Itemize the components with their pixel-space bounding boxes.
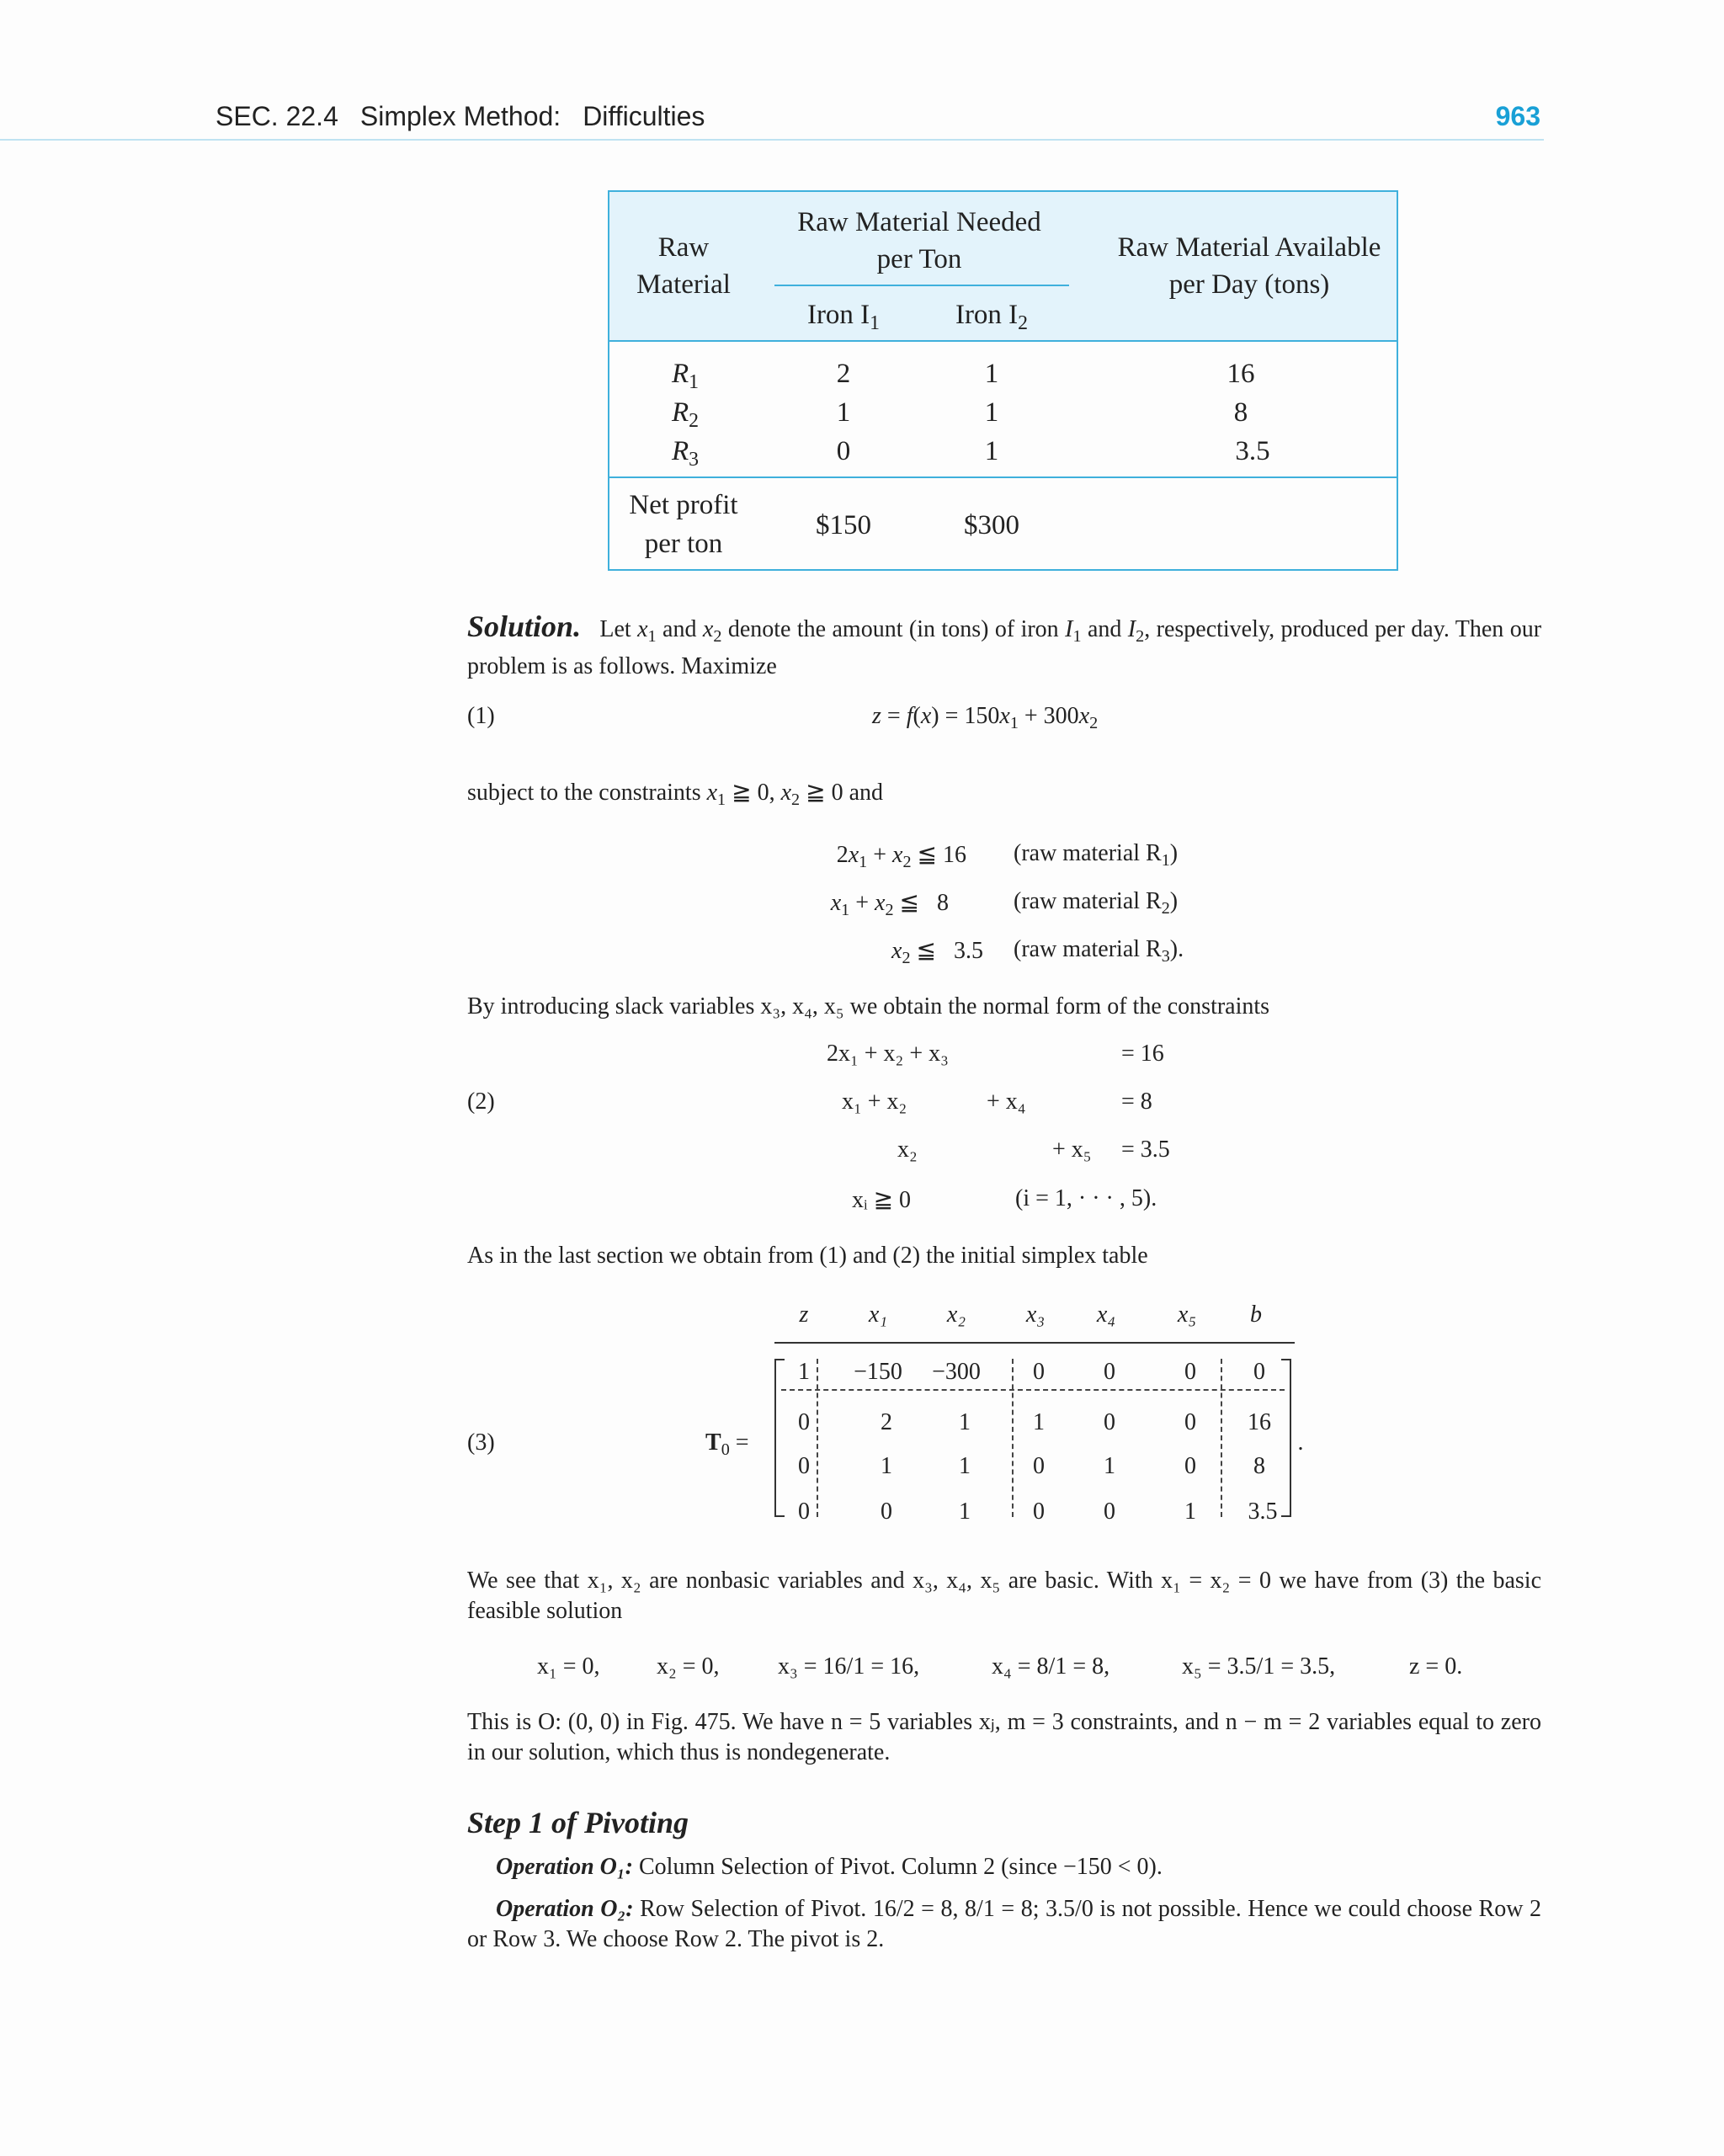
- header-iron-1: Iron $I_1$: [806, 300, 881, 335]
- inequality-3-note: (raw material $R_3$).: [1014, 936, 1184, 966]
- table-intro: As in the last section we obtain from (1) and (2) the initial simplex table: [467, 1243, 1148, 1269]
- col-header-x3: x₃: [1025, 1302, 1046, 1328]
- tableau-cell: 0: [1184, 1409, 1196, 1435]
- header-needed-line2: per Ton: [876, 244, 962, 274]
- inequality-1: $2x_1 + x_2$ ≦ 16: [836, 842, 966, 872]
- cell-r1-avail: 16: [1226, 359, 1255, 389]
- tableau-cell: 0: [1033, 1499, 1045, 1525]
- row-label-r1: $R_1$: [671, 359, 700, 394]
- operation-2-label: Operation O₂:: [496, 1896, 634, 1922]
- section-number: SEC. 22.4: [216, 101, 338, 131]
- normal-form-row-2: x₁ + x₂: [842, 1089, 907, 1115]
- objective-function: $z = f(x) = 150x_1 + 300x_2$: [872, 703, 1099, 733]
- separator: [1221, 1359, 1222, 1517]
- tableau-cell: 0: [1184, 1359, 1196, 1385]
- header-available-line2: per Day (tons): [1168, 269, 1330, 300]
- nonnegativity: xᵢ ≧ 0: [852, 1187, 912, 1213]
- step-heading: Step 1 of Pivoting: [467, 1806, 689, 1839]
- bfs-x1: x₁ = 0,: [537, 1653, 600, 1680]
- bfs-x4: x₄ = 8/1 = 8,: [992, 1653, 1110, 1680]
- cell-r2-i1: 1: [836, 397, 851, 428]
- tableau-cell: 8: [1253, 1453, 1265, 1479]
- equation-number: (3): [467, 1429, 495, 1456]
- tableau-cell: 0: [1104, 1499, 1115, 1525]
- section-title: Simplex Method:: [359, 101, 561, 131]
- cell-r1-i2: 1: [984, 359, 999, 389]
- normal-form-row-3: x₂: [897, 1137, 918, 1163]
- tableau-cell: 0: [1104, 1409, 1115, 1435]
- nonnegativity-range: (i = 1, · · · , 5).: [1015, 1185, 1157, 1211]
- cell-r2-i2: 1: [984, 397, 999, 428]
- tableau-cell: 0: [1104, 1359, 1115, 1385]
- normal-form-row-1-rhs: = 16: [1121, 1041, 1164, 1067]
- tableau-cell: 1: [959, 1453, 971, 1479]
- header-raw: Raw: [657, 232, 710, 263]
- section-subtitle: Difficulties: [583, 101, 705, 131]
- profit-iron-1: $150: [816, 510, 871, 540]
- tableau-cell: 1: [959, 1409, 971, 1435]
- inequality-3: $x_2$ ≦ 3.5: [891, 938, 983, 968]
- col-header-x1: x₁: [868, 1302, 888, 1328]
- tableau-cell: 1: [881, 1453, 892, 1479]
- solution-label: Solution.: [467, 610, 582, 643]
- header-iron-2: Iron $I_2$: [955, 300, 1029, 335]
- header-material: Material: [636, 269, 731, 300]
- operation-1: Operation O₁: Column Selection of Pivot. Column 2 (since −150 < 0).: [496, 1854, 1163, 1880]
- constraints-intro: subject to the constraints $x_1$ ≧ 0, $x_2$ ≧ 0 and: [467, 780, 884, 810]
- col-header-x4: x₄: [1096, 1302, 1116, 1328]
- equation-number: (1): [467, 703, 495, 729]
- col-header-x2: x₂: [946, 1302, 966, 1328]
- tableau-cell: 0: [1033, 1359, 1045, 1385]
- bfs-x3: x₃ = 16/1 = 16,: [778, 1653, 920, 1680]
- tableau-cell: 16: [1248, 1409, 1271, 1435]
- tableau-cell: 0: [798, 1453, 810, 1479]
- tableau-cell: 1: [1104, 1453, 1115, 1479]
- tableau-cell: 1: [798, 1359, 810, 1385]
- slack-intro: By introducing slack variables x₃, x₄, x₅ we obtain the normal form of the constraints: [467, 993, 1270, 1019]
- row-label-r2: $R_2$: [671, 397, 700, 433]
- bfs-x5: x₅ = 3.5/1 = 3.5,: [1182, 1653, 1336, 1680]
- simplex-tableau: [758, 1288, 1347, 1541]
- header-available-line1: Raw Material Available: [1117, 232, 1381, 263]
- equation-number: (2): [467, 1089, 495, 1115]
- cell-r3-avail: 3.5: [1235, 436, 1270, 466]
- tableau-cell: 0: [798, 1499, 810, 1525]
- bfs-z: z = 0.: [1409, 1653, 1463, 1680]
- solution-paragraph: Solution. Let $x_1$ and $x_2$ denote the amount (in tons) of iron $I_1$ and $I_2$, respectively, produced per day. Then our problem is as follows. Maximize: [467, 610, 1542, 680]
- tableau-label: $T_0$ =: [705, 1429, 749, 1460]
- normal-form-row-2-slack: + x₄: [987, 1089, 1026, 1115]
- col-header-z: z: [799, 1302, 809, 1328]
- cell-r3-i1: 0: [836, 436, 851, 466]
- tableau-cell: −150: [854, 1359, 902, 1385]
- inequality-1-note: (raw material $R_1$): [1014, 840, 1179, 870]
- tableau-cell: 1: [1184, 1499, 1196, 1525]
- tableau-cell: 3.5: [1248, 1499, 1278, 1525]
- table-rule: [609, 476, 1397, 478]
- nondegenerate-paragraph: This is O: (0, 0) in Fig. 475. We have n = 5 variables xⱼ, m = 3 constraints, and n − m = 2 variables equal to zero in our solution, which thus is nondegenerate.: [467, 1709, 1541, 1765]
- basic-variables-paragraph: We see that x₁, x₂ are nonbasic variables and x₃, x₄, x₅ are basic. With x₁ = x₂ = 0 we have from (3) the basic feasible solution: [467, 1568, 1541, 1624]
- running-head: [216, 101, 726, 132]
- inequality-2-note: (raw material $R_2$): [1014, 888, 1179, 918]
- tableau-cell: 0: [1253, 1359, 1265, 1385]
- cell-r2-avail: 8: [1233, 397, 1248, 428]
- header-subrule: [774, 285, 1069, 286]
- col-header-b: b: [1250, 1302, 1262, 1328]
- cell-r1-i1: 2: [836, 359, 851, 389]
- tableau-cell: 0: [1033, 1453, 1045, 1479]
- col-header-x5: x₅: [1177, 1302, 1197, 1328]
- normal-form-row-2-rhs: = 8: [1121, 1089, 1152, 1115]
- tableau-cell: 2: [881, 1409, 892, 1435]
- header-needed-line1: Raw Material Needed: [797, 207, 1041, 237]
- separator: [781, 1389, 1285, 1391]
- profit-label-line1: Net profit: [629, 490, 738, 520]
- row-label-r3: $R_3$: [671, 436, 700, 471]
- page-number: 963: [1495, 101, 1540, 131]
- cell-r3-i2: 1: [984, 436, 999, 466]
- tableau-period: .: [1297, 1429, 1304, 1456]
- tableau-cell: 0: [881, 1499, 892, 1525]
- normal-form-row-1: 2x₁ + x₂ + x₃: [827, 1041, 949, 1067]
- operation-2: Operation O₂: Row Selection of Pivot. 16/2 = 8, 8/1 = 8; 3.5/0 is not possible. Hence we could choose Row 2 or Row 3. We choose Row 2. The pivot is 2.: [467, 1896, 1541, 1952]
- normal-form-row-3-rhs: = 3.5: [1121, 1137, 1170, 1163]
- normal-form-row-3-slack: + x₅: [1052, 1137, 1092, 1163]
- profit-label-line2: per ton: [644, 529, 723, 559]
- bfs-x2: x₂ = 0,: [657, 1653, 720, 1680]
- table-rule: [609, 340, 1397, 342]
- inequality-2: $x_1 + x_2$ ≦ 8: [830, 890, 949, 920]
- tableau-cell: 1: [1033, 1409, 1045, 1435]
- header-rule: [774, 1342, 1295, 1344]
- profit-iron-2: $300: [964, 510, 1019, 540]
- tableau-cell: 0: [798, 1409, 810, 1435]
- tableau-cell: −300: [932, 1359, 981, 1385]
- tableau-cell: 1: [959, 1499, 971, 1525]
- tableau-cell: 0: [1184, 1453, 1196, 1479]
- raw-material-table: [608, 190, 1398, 571]
- header-rule: [0, 139, 1544, 141]
- operation-1-label: Operation O₁:: [496, 1854, 633, 1880]
